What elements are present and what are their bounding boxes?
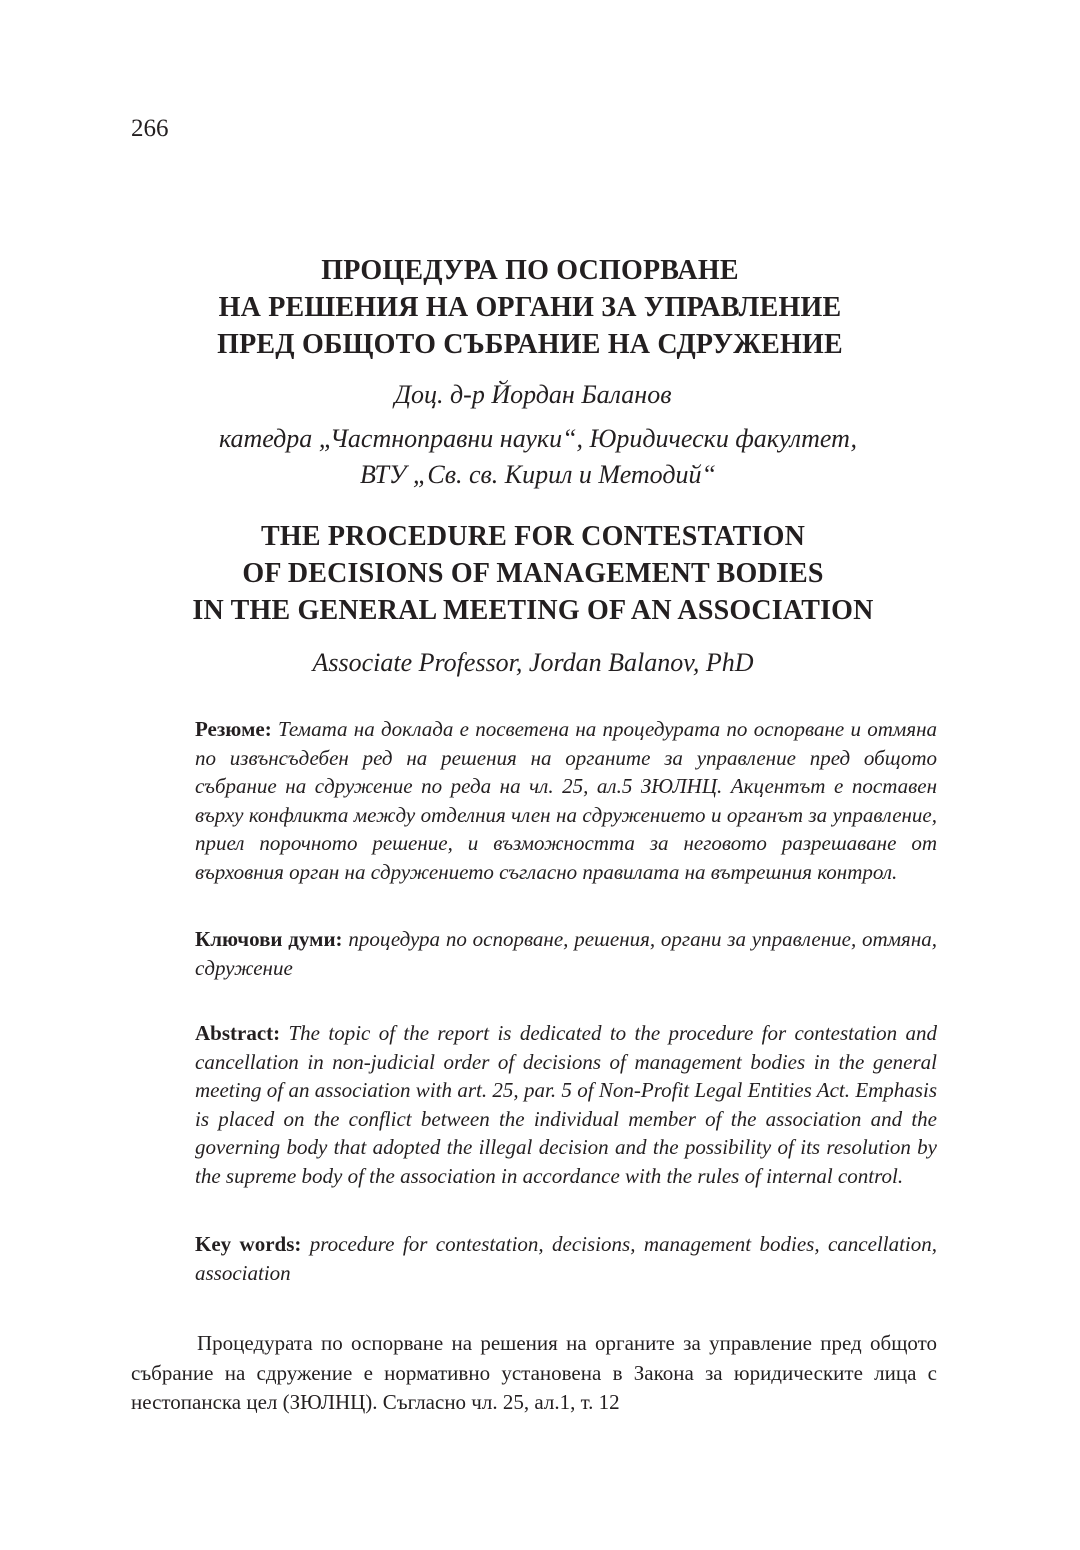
abstract-text: The topic of the report is dedicated to the procedure for contestation and cancellation in non-judicial order of decisions of management bodies in the general meeting of an association with art. 25, par. 5 of Non-Profit Legal Entities Act. Emphasis is placed on the conflict between the individual member of the association and the governing body that adopted the illegal decision and the possibility of its resolution by the supreme body of the association in accordance with the rules of internal control. [195, 1021, 937, 1188]
english-title-line: IN THE GENERAL MEETING OF AN ASSOCIATION [192, 595, 874, 626]
affiliation-line: ВТУ „Св. св. Кирил и Методий“ [360, 460, 716, 489]
bulgarian-title [0, 252, 1060, 363]
english-keywords [195, 1230, 937, 1287]
bulgarian-title-line: ПРОЦЕДУРА ПО ОСПОРВАНЕ [321, 255, 739, 286]
abstract-text: Темата на доклада е посветена на процедурата по оспорване и отмяна по извънсъдебен ред на решения на органите за управление пред общото събрание на сдружение по реда на чл. 25, ал.5 ЗЮЛНЦ. Акцентът е поставен върху конфликта между отделния член на сдружението и органът за управление, приел порочното решение, и възможността за неговото разрешаване от върховния орган на сдружението съгласно правилата на вътрешния контрол. [195, 717, 937, 884]
abstract-label: Резюме: [195, 717, 272, 741]
bulgarian-affiliation [0, 421, 1076, 493]
bulgarian-author: Доц. д-р Йордан Баланов [394, 380, 672, 409]
english-abstract [195, 1019, 937, 1191]
bulgarian-title-line: ПРЕД ОБЩОТО СЪБРАНИЕ НА СДРУЖЕНИЕ [217, 329, 843, 360]
keywords-text: procedure for contestation, decisions, management bodies, cancellation, association [195, 1232, 937, 1285]
keywords-label: Key words: [195, 1232, 302, 1256]
english-title-line: THE PROCEDURE FOR CONTESTATION [260, 521, 806, 552]
bulgarian-keywords [195, 925, 937, 982]
body-paragraph: Процедурата по оспорване на решения на органите за управление пред общото събрание на сдружение е нормативно установена в Закона за юридическите лица с нестопанска цел (ЗЮЛНЦ). Съгласно чл. 25, ал.1, т. 12 [131, 1331, 937, 1414]
page-number: 266 [131, 115, 169, 142]
bulgarian-title-line: НА РЕШЕНИЯ НА ОРГАНИ ЗА УПРАВЛЕНИЕ [218, 292, 842, 323]
keywords-label: Ключови думи: [195, 927, 343, 951]
keywords-text: процедура по оспорване, решения, органи за управление, отмяна, сдружение [195, 927, 937, 980]
english-author: Associate Professor, Jordan Balanov, PhD [312, 648, 754, 677]
affiliation-line: катедра „Частноправни науки“, Юридически факултет, [218, 424, 858, 453]
bulgarian-abstract [195, 715, 937, 887]
abstract-label: Abstract: [195, 1021, 281, 1045]
english-title-line: OF DECISIONS OF MANAGEMENT BODIES [242, 558, 824, 589]
english-title [0, 518, 1066, 629]
